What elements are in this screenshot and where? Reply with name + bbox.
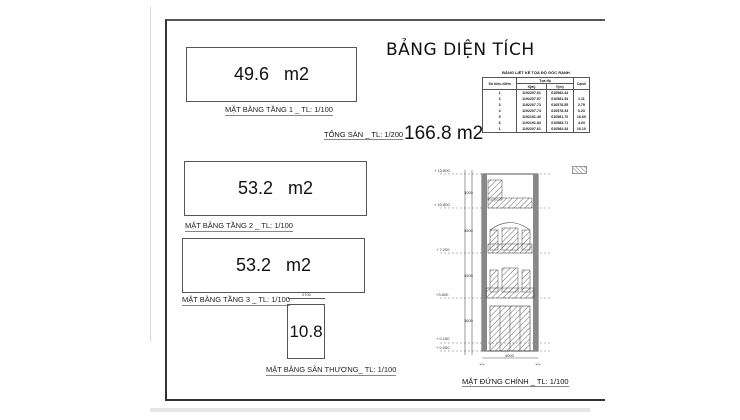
cell-point: 6 [483,120,517,126]
level-3600: +3.600 [436,292,449,297]
building-width: 4000 [505,353,514,358]
front-elevation-drawing [420,160,560,365]
level-0150: + 0.150 [436,336,450,341]
coordinate-table-title: BẢNG LIỆT KÊ TỌA ĐỘ GÓC RANH [502,70,570,75]
cell-x: 1192207.74 [517,108,546,114]
header-y: Y(m) [546,84,573,90]
cell-x: 1192207.61 [517,126,546,133]
floor3-caption: MẶT BẰNG TẦNG 3 _ TL: 1/100 [182,295,290,304]
level-0000: + 0.000 [436,345,450,350]
header-coords: Tọa độ [517,78,573,84]
height-floor3: 3600 [464,228,473,233]
cell-x: 1192207.73 [517,102,546,108]
cell-point: 3 [483,102,517,108]
elevation-caption: MẶT ĐỨNG CHÍNH _ TL: 1/100 [462,377,569,386]
total-floor-value: 166.8 m2 [404,123,484,144]
roof-dimension: 2700 [302,292,311,297]
coordinate-table [482,70,590,133]
height-top: 3000 [464,190,473,195]
floor2-caption: MẶT BẰNG TẦNG 2 _ TL: 1/100 [185,221,293,230]
cell-x: 1192191.49 [517,114,546,120]
header-x: X(m) [517,84,546,90]
floor3-area-box [182,238,365,293]
cell-x: 1192191.84 [517,120,546,126]
cell-y: 610581.70 [546,114,573,120]
cell-edge: 16.10 [573,126,589,133]
cell-point: 2 [483,96,517,102]
cell-edge: 4.03 [573,120,589,126]
page-title: BẢNG DIỆN TÍCH [386,40,535,60]
height-floor2: 3600 [464,273,473,278]
table-row [483,126,590,133]
roof-area: 10.8 [289,321,323,341]
cell-y: 610578.55 [546,102,573,108]
cell-x: 1192207.57 [517,96,546,102]
cell-y: 610582.44 [546,126,573,133]
floor1-area: 49.6 m2 [233,64,310,84]
header-edge: Cạnh [573,78,589,90]
floor1-area-box [186,47,357,102]
cell-point: 5 [483,114,517,120]
level-7200: + 7.200 [436,247,450,252]
sheet-bottom-edge [150,408,590,412]
header-point: Số hiệu điểm [483,78,517,90]
elevation-svg [420,160,560,365]
total-floor-label: TỔNG SÀN _ TL: 1/200 [324,130,404,139]
cell-y: 610583.71 [546,120,573,126]
level-13800: + 13.800 [434,168,450,173]
cell-edge: 0.23 [573,108,589,114]
cell-y: 610582.44 [546,90,573,97]
roof-caption: MẶT BẰNG SÂN THƯỢNG_ TL: 1/100 [266,365,397,374]
cell-edge: 16.60 [573,114,589,120]
roof-dimension-line [288,298,325,299]
cell-edge: 1.11 [573,96,589,102]
floor2-area-box [184,161,367,216]
cell-x: 1192207.61 [517,90,546,97]
sheet-left-edge [150,6,151,342]
cell-y: 610578.33 [546,108,573,114]
cell-y: 610581.34 [546,96,573,102]
cell-point: 4 [483,108,517,114]
floor2-area: 53.2 m2 [237,178,314,198]
floor3-area: 53.2 m2 [235,255,312,275]
cell-point: 1 [483,126,517,133]
hatched-stamp [572,166,587,174]
floor1-caption: MẶT BẰNG TẦNG 1 _ TL: 1/100 [225,105,333,114]
roof-area-box [287,304,325,359]
height-floor1: 3600 [464,318,473,323]
cell-edge: 2.79 [573,102,589,108]
level-10800: + 10.800 [434,202,450,207]
cell-point: 1 [483,90,517,97]
